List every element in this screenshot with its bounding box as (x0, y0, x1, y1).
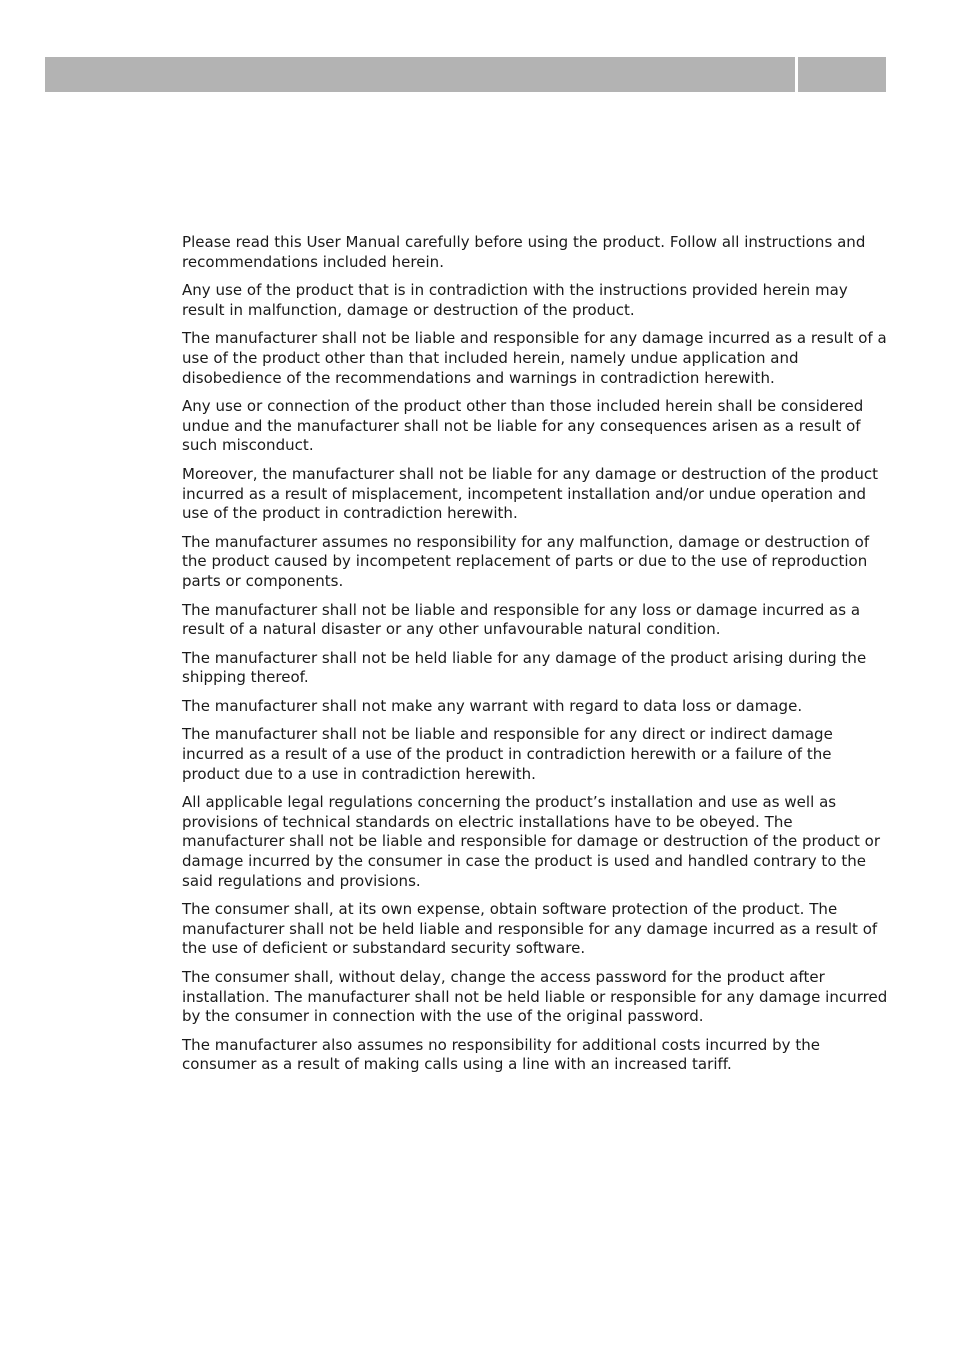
paragraph-additional-costs: The manufacturer also assumes no responsibility for additional costs incurred by the consumer as a result of making calls using a line with an increased tariff. (182, 1035, 821, 1074)
paragraph-liability-use: The manufacturer shall not be liable and responsible for any damage incurred as a result of a use of the product other than that included herein, namely undue application and disobedience of the recommendations and warnings in contradiction herewith. (182, 329, 887, 387)
paragraph-shipping: The manufacturer shall not be held liable for any damage of the product arising during the shipping thereof. (182, 648, 867, 687)
paragraph-read-manual: Please read this User Manual carefully before using the product. Follow all instructions and recommendations included herein. (182, 233, 866, 271)
header-bar (45, 57, 886, 92)
paragraph-natural-disaster: The manufacturer shall not be liable and responsible for any loss or damage incurred as a result of a natural disaster or any other unfavourable natural condition. (182, 600, 861, 639)
paragraph-direct-indirect-damage: The manufacturer shall not be liable and responsible for any direct or indirect damage incurred as a result of a use of the product in contradiction herewith or a failure of the product due to a use in contradiction herewith. (182, 725, 833, 783)
paragraph-replacement-parts: The manufacturer assumes no responsibility for any malfunction, damage or destruction of the product caused by incompetent replacement of parts or due to the use of reproduction parts or components. (182, 532, 870, 590)
paragraph-misplacement: Moreover, the manufacturer shall not be liable for any damage or destruction of the product incurred as a result of misplacement, incompetent installation and/or undue operation and use of the product in contradiction herewith. (182, 464, 879, 523)
paragraph-software-protection: The consumer shall, at its own expense, obtain software protection of the product. The manufacturer shall not be held liable and responsible for any damage incurred as a result of the use of deficient or substandard security software. (182, 900, 878, 958)
disclaimer-text-body (182, 233, 894, 1084)
paragraph-undue-connection: Any use or connection of the product other than those included herein shall be considered undue and the manufacturer shall not be liable for any consequences arisen as a result of such misconduct. (182, 397, 864, 455)
paragraph-access-password: The consumer shall, without delay, change the access password for the product after installation. The manufacturer shall not be held liable or responsible for any damage incurred by the consumer in connection with the use of the original password. (182, 968, 888, 1026)
paragraph-data-loss: The manufacturer shall not make any warrant with regard to data loss or damage. (182, 696, 803, 715)
header-title-block (45, 57, 795, 92)
paragraph-contradiction-use: Any use of the product that is in contradiction with the instructions provided herein may result in malfunction, damage or destruction of the product. (182, 281, 848, 319)
paragraph-legal-regulations: All applicable legal regulations concerning the product’s installation and use as well as provisions of technical standards on electric installations have to be obeyed. The manufacturer shall not be liable and responsible for damage or destruction of the product or damage incurred by the consumer in case the product is used and handled contrary to the said regulations and provisions. (182, 793, 881, 890)
header-page-number-block (798, 57, 886, 92)
